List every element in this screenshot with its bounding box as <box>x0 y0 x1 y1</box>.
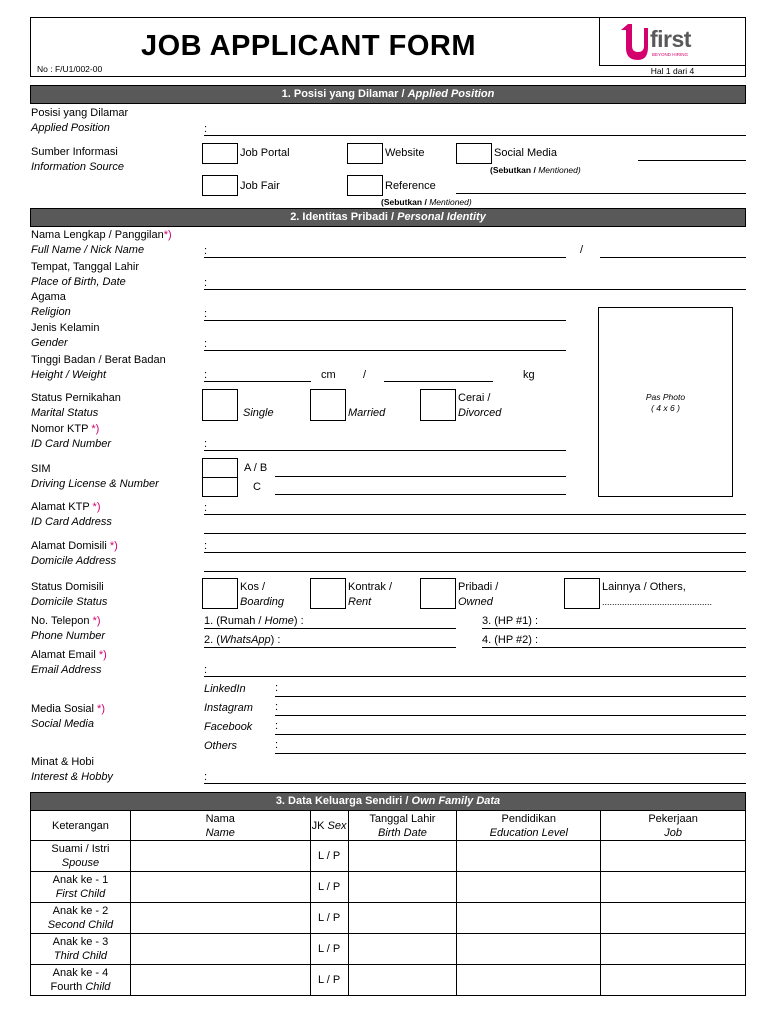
row-description <box>31 934 131 965</box>
checkbox-reference[interactable] <box>347 175 383 196</box>
phone-hp2-input[interactable] <box>482 647 746 648</box>
phone-label-a: 1. (Rumah / <box>204 615 265 627</box>
social-media-specify-input[interactable] <box>638 160 746 161</box>
label-ktp <box>31 422 111 452</box>
birth-date-cell[interactable] <box>348 903 457 934</box>
header-birth-date <box>348 811 457 841</box>
option-id: Cerai / <box>458 392 491 404</box>
header-job <box>601 811 746 841</box>
option-job-portal: Job Portal <box>240 147 290 159</box>
checkbox-owned[interactable] <box>420 578 456 609</box>
option-reference: Reference <box>385 180 436 192</box>
job-cell[interactable] <box>601 872 746 903</box>
label-others-social: Others <box>204 740 238 752</box>
checkbox-rent[interactable] <box>310 578 346 609</box>
phone-label-a: 2. ( <box>204 634 220 646</box>
section-label-en: Personal Identity <box>397 211 486 223</box>
phone-whatsapp-input[interactable] <box>204 647 456 648</box>
label-religion <box>31 290 71 320</box>
label-id: Status Pernikahan <box>31 392 121 404</box>
label-en: Driving License & Number <box>31 478 159 490</box>
label-en: Marital Status <box>31 407 99 419</box>
birth-input[interactable] <box>204 289 746 290</box>
label-phone-hp1: 3. (HP #1) : <box>482 615 539 627</box>
gender-input[interactable] <box>204 350 566 351</box>
checkbox-other-domicile[interactable] <box>564 578 600 609</box>
label-en: Social Media <box>31 718 94 730</box>
interest-hobby-input[interactable] <box>204 783 746 784</box>
option-sim-ab: A / B <box>244 462 268 474</box>
header-label: Tanggal Lahir <box>369 812 436 825</box>
table-row <box>31 934 746 965</box>
colon: : <box>204 123 208 135</box>
option-en: Owned <box>458 596 493 608</box>
colon: : <box>204 540 208 552</box>
nick-name-input[interactable] <box>600 257 746 258</box>
birth-date-cell[interactable] <box>348 872 457 903</box>
required-mark: *) <box>91 423 100 435</box>
checkbox-sim-c[interactable] <box>202 477 238 497</box>
header-label: Pekerjaan <box>648 812 698 825</box>
job-cell[interactable] <box>601 934 746 965</box>
option-rent <box>348 580 392 610</box>
facebook-input[interactable] <box>275 734 746 735</box>
sex-cell[interactable]: L / P <box>310 934 348 965</box>
phone-home-input[interactable] <box>204 628 456 629</box>
section-label: 3. Data Keluarga Sendiri / <box>275 795 412 807</box>
label-en: Full Name / Nick Name <box>31 244 145 256</box>
slash: / <box>363 369 367 381</box>
option-en: Rent <box>348 596 372 608</box>
label-id: SIM <box>31 463 51 475</box>
label-linkedin: LinkedIn <box>204 683 246 695</box>
job-cell[interactable] <box>601 903 746 934</box>
label-id: Minat & Hobi <box>31 756 94 768</box>
form-title: JOB APPLICANT FORM <box>141 30 476 62</box>
label-id: Jenis Kelamin <box>31 322 100 334</box>
required-mark: *) <box>92 501 101 513</box>
colon: : <box>204 245 208 257</box>
domicile-address-input-1[interactable] <box>204 552 746 553</box>
sex-cell[interactable]: L / P <box>310 872 348 903</box>
label-id: Alamat Email <box>31 649 99 661</box>
option-website: Website <box>385 147 425 159</box>
row-description <box>31 965 131 996</box>
label-domicile-address <box>31 539 118 569</box>
required-mark: *) <box>109 540 118 552</box>
option-boarding <box>240 580 284 610</box>
name-cell[interactable] <box>130 872 310 903</box>
page-indicator: Hal 1 dari 4 <box>650 66 695 76</box>
required-mark: *) <box>163 229 172 241</box>
birth-date-cell[interactable] <box>348 841 457 872</box>
checkbox-job-portal[interactable] <box>202 143 238 164</box>
header-label: Pendidikan <box>501 812 556 825</box>
header-label-en: Job <box>664 826 682 839</box>
birth-date-cell[interactable] <box>348 965 457 996</box>
label-en: Information Source <box>31 161 124 173</box>
note-text-en: Mentioned) <box>538 165 581 175</box>
colon: : <box>204 771 208 783</box>
label-en: Place of Birth, Date <box>31 276 126 288</box>
label-id: Posisi yang Dilamar <box>31 107 129 119</box>
job-cell[interactable] <box>601 965 746 996</box>
label-id: Alamat KTP <box>31 501 93 513</box>
label-en: Domicile Status <box>31 596 108 608</box>
row-label-prefix: Fourth <box>50 981 86 993</box>
label-full-name <box>31 228 172 258</box>
label-en: Email Address <box>31 664 102 676</box>
colon: : <box>275 720 279 732</box>
label-en: Applied Position <box>31 122 110 134</box>
mentioned-note-1 <box>490 163 581 178</box>
phone-label-b: WhatsApp <box>219 634 271 646</box>
others-social-input[interactable] <box>275 753 746 754</box>
option-owned <box>458 580 498 610</box>
label-en: Gender <box>31 337 68 349</box>
religion-input[interactable] <box>204 320 566 321</box>
reference-specify-input[interactable] <box>456 193 746 194</box>
photo-label: Pas Photo <box>645 392 686 402</box>
ktp-address-input-2[interactable] <box>204 533 746 534</box>
label-id: No. Telepon <box>31 615 93 627</box>
option-other-domicile <box>602 580 712 610</box>
name-cell[interactable] <box>130 903 310 934</box>
colon: : <box>204 664 208 676</box>
education-cell[interactable] <box>457 841 601 872</box>
colon: : <box>204 438 208 450</box>
logo-text: first <box>650 26 691 52</box>
linkedin-input[interactable] <box>275 696 746 697</box>
label-id: Status Domisili <box>31 581 104 593</box>
label-instagram: Instagram <box>204 702 253 714</box>
note-text: (Sebutkan / <box>490 165 539 175</box>
ktp-input[interactable] <box>204 450 566 451</box>
name-cell[interactable] <box>130 934 310 965</box>
label-phone-hp2: 4. (HP #2) : <box>482 634 539 646</box>
label-applied-position <box>31 106 128 136</box>
option-dots: ............................................ <box>602 597 713 607</box>
note-text: (Sebutkan / <box>381 197 430 207</box>
checkbox-sim-ab[interactable] <box>202 458 238 478</box>
label-gender <box>31 321 99 351</box>
label-en: ID Card Address <box>31 516 112 528</box>
section-applied-position <box>30 85 746 104</box>
row-label: Suami / Istri <box>51 843 110 855</box>
label-interest-hobby <box>31 755 113 785</box>
option-id: Kos / <box>240 581 266 593</box>
section-label-en: Own Family Data <box>411 795 501 807</box>
label-phone-home <box>204 614 304 629</box>
document-number: No : F/U1/002-00 <box>37 64 103 74</box>
label-en: ID Card Number <box>31 438 112 450</box>
form-header <box>30 17 746 77</box>
education-cell[interactable] <box>457 903 601 934</box>
row-label-en: Second Child <box>47 919 114 931</box>
label-en: Height / Weight <box>31 369 107 381</box>
option-sim-c: C <box>253 481 261 493</box>
label-id: Nama Lengkap / Panggilan <box>31 229 164 241</box>
sex-cell[interactable]: L / P <box>310 903 348 934</box>
unit-cm: cm <box>321 369 336 381</box>
education-cell[interactable] <box>457 934 601 965</box>
name-cell[interactable] <box>130 965 310 996</box>
colon: : <box>275 739 279 751</box>
row-label-en: First Child <box>55 888 106 900</box>
header-label: Keterangan <box>52 819 109 832</box>
row-label-en: Third Child <box>53 950 108 962</box>
note-text-en: Mentioned) <box>429 197 472 207</box>
email-input[interactable] <box>204 676 746 677</box>
table-row <box>31 872 746 903</box>
sim-c-input[interactable] <box>275 494 566 495</box>
checkbox-boarding[interactable] <box>202 578 238 609</box>
label-email <box>31 648 107 678</box>
option-married: Married <box>348 407 386 419</box>
option-id: Lainnya / Others, <box>602 581 686 593</box>
option-social-media: Social Media <box>494 147 557 159</box>
logo-panel <box>599 18 746 66</box>
ktp-address-input-1[interactable] <box>204 514 746 515</box>
header-education <box>457 811 601 841</box>
label-domicile-status <box>31 580 107 610</box>
birth-date-cell[interactable] <box>348 934 457 965</box>
education-cell[interactable] <box>457 872 601 903</box>
label-id: Alamat Domisili <box>31 540 110 552</box>
table-header-row <box>31 811 746 841</box>
row-description <box>31 872 131 903</box>
family-table <box>30 810 746 996</box>
label-en: Domicile Address <box>31 555 117 567</box>
logo-tagline: BEYOND HIRING <box>652 52 689 57</box>
instagram-input[interactable] <box>275 715 746 716</box>
phone-label-c: ) : <box>270 634 281 646</box>
header-label: JK <box>311 819 328 832</box>
row-description <box>31 903 131 934</box>
full-name-input[interactable] <box>204 257 566 258</box>
label-id: Agama <box>31 291 66 303</box>
header-label-en: Sex <box>327 819 347 832</box>
header-label: Nama <box>205 812 235 825</box>
label-phone-whatsapp <box>204 633 280 648</box>
label-id: Tempat, Tanggal Lahir <box>31 261 140 273</box>
row-description <box>31 841 131 872</box>
label-ktp-address <box>31 500 112 530</box>
unit-kg: kg <box>523 369 535 381</box>
row-label-en: Child <box>85 981 111 993</box>
name-cell[interactable] <box>130 841 310 872</box>
label-birth <box>31 260 139 290</box>
label-information-source <box>31 145 124 175</box>
option-single: Single <box>243 407 274 419</box>
sex-cell[interactable]: L / P <box>310 965 348 996</box>
header-label-en: Education Level <box>489 826 568 839</box>
label-en: Phone Number <box>31 630 105 642</box>
colon: : <box>275 701 279 713</box>
option-job-fair: Job Fair <box>240 180 280 192</box>
label-id: Media Sosial <box>31 703 98 715</box>
label-height-weight <box>31 353 166 383</box>
label-en: Religion <box>31 306 71 318</box>
photo-box[interactable] <box>598 307 733 497</box>
label-en: Interest & Hobby <box>31 771 113 783</box>
required-mark: *) <box>97 703 105 715</box>
checkbox-job-fair[interactable] <box>202 175 238 196</box>
label-phone <box>31 614 105 644</box>
table-row <box>31 903 746 934</box>
section-family-data <box>30 792 746 811</box>
checkbox-single[interactable] <box>202 389 238 421</box>
table-row <box>31 841 746 872</box>
header-label-en: Birth Date <box>377 826 427 839</box>
section-label-en: Applied Position <box>407 88 495 100</box>
company-logo <box>618 22 648 62</box>
row-label: Anak ke - 2 <box>52 905 109 917</box>
phone-label-c: ) : <box>293 615 304 627</box>
section-label: 2. Identitas Pribadi / <box>290 211 398 223</box>
table-row <box>31 965 746 996</box>
photo-size: ( 4 x 6 ) <box>651 403 680 413</box>
label-id: Nomor KTP <box>31 423 92 435</box>
option-en: Boarding <box>240 596 285 608</box>
slash: / <box>580 244 584 256</box>
option-id: Kontrak / <box>348 581 393 593</box>
label-marital-status <box>31 391 121 421</box>
required-mark: *) <box>98 649 107 661</box>
option-divorced <box>458 391 501 421</box>
row-label: Anak ke - 1 <box>52 874 109 886</box>
height-input[interactable] <box>204 381 311 382</box>
row-label: Anak ke - 3 <box>52 936 109 948</box>
colon: : <box>204 308 208 320</box>
header-sex <box>310 811 348 841</box>
section-label: 1. Posisi yang Dilamar / <box>281 88 408 100</box>
header-name <box>130 811 310 841</box>
weight-input[interactable] <box>384 381 493 382</box>
colon: : <box>275 682 279 694</box>
colon: : <box>204 502 208 514</box>
phone-hp1-input[interactable] <box>482 628 746 629</box>
sex-cell[interactable]: L / P <box>310 841 348 872</box>
label-facebook: Facebook <box>204 721 253 733</box>
checkbox-social-media[interactable] <box>456 143 492 164</box>
domicile-address-input-2[interactable] <box>204 571 746 572</box>
sim-ab-input[interactable] <box>275 476 566 477</box>
checkbox-website[interactable] <box>347 143 383 164</box>
row-label-en: Spouse <box>61 857 100 869</box>
phone-label-b: Home <box>264 615 294 627</box>
applied-position-input[interactable] <box>204 135 746 136</box>
required-mark: *) <box>92 615 101 627</box>
label-id: Tinggi Badan / Berat Badan <box>31 354 166 366</box>
job-cell[interactable] <box>601 841 746 872</box>
section-personal-identity <box>30 208 746 227</box>
checkbox-married[interactable] <box>310 389 346 421</box>
header-label-en: Name <box>205 826 235 839</box>
option-id: Pribadi / <box>458 581 499 593</box>
label-id: Sumber Informasi <box>31 146 118 158</box>
checkbox-divorced[interactable] <box>420 389 456 421</box>
option-en: Divorced <box>458 407 502 419</box>
colon: : <box>204 338 208 350</box>
colon: : <box>204 277 208 289</box>
education-cell[interactable] <box>457 965 601 996</box>
colon: : <box>204 369 208 381</box>
label-social-media <box>31 702 105 732</box>
row-label: Anak ke - 4 <box>52 967 109 979</box>
header-description <box>31 811 131 841</box>
label-sim <box>31 462 159 492</box>
